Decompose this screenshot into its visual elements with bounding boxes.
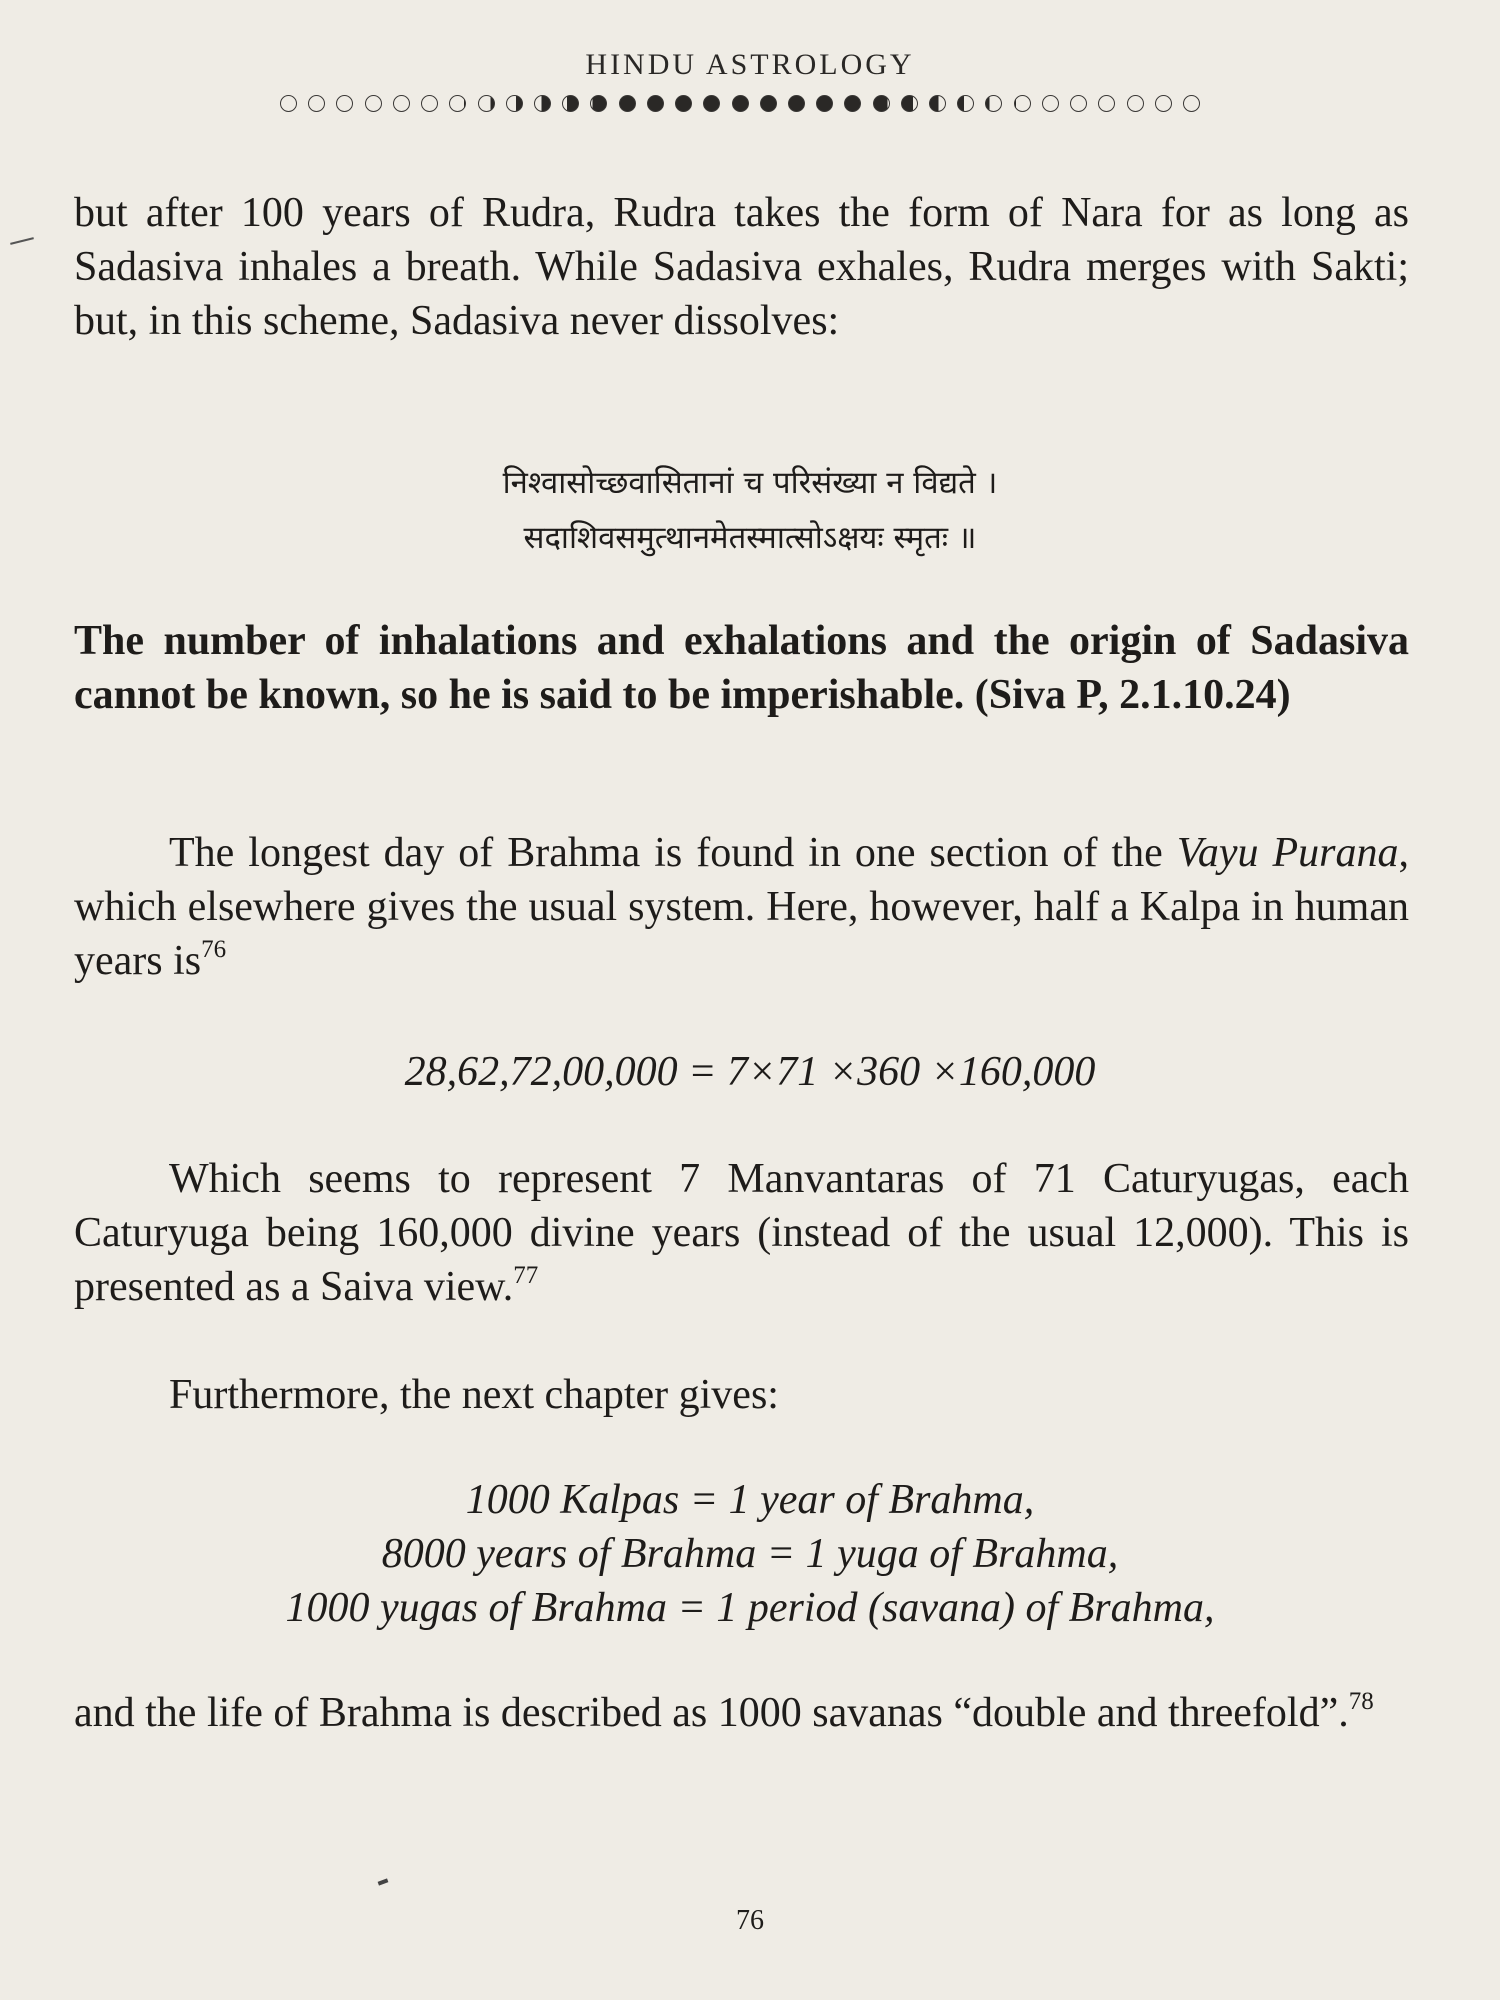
ornament-dot <box>1070 95 1087 112</box>
ornament-dot <box>308 95 325 112</box>
ornament-dot <box>365 95 382 112</box>
ornament-dot <box>675 95 692 112</box>
ornament-dot <box>590 95 607 112</box>
ornament-dot <box>929 95 946 112</box>
ornament-dot <box>280 95 297 112</box>
ornament-dot <box>901 95 918 112</box>
paragraph-longest-day <box>74 826 1409 988</box>
ornament-dot <box>844 95 861 112</box>
paragraph-longest-day-start: The longest day of Brahma is found in one section of the <box>169 830 1177 876</box>
ornament-dot <box>985 95 1002 112</box>
ornament-dot <box>1042 95 1059 112</box>
ornament-dot <box>619 95 636 112</box>
ornament-dot <box>421 95 438 112</box>
ornament-dot <box>1098 95 1115 112</box>
ornament-dot <box>562 95 579 112</box>
kalpa-formula: 28,62,72,00,000 = 7×71 ×360 ×160,000 <box>404 1049 1096 1095</box>
stray-ink-mark <box>378 1878 389 1885</box>
ornament-dot <box>393 95 410 112</box>
ornament-dot <box>1155 95 1172 112</box>
paragraph-intro: but after 100 years of Rudra, Rudra takes the form of Nara for as long as Sadasiva inhales a breath. While Sadasiva exhales, Rudra merges with Sakti; but, in this scheme, Sadasiva never dissolves: <box>74 190 1409 344</box>
ornament-dot <box>788 95 805 112</box>
ornament-dot <box>336 95 353 112</box>
equation-kalpas: 1000 Kalpas = 1 year of Brahma, <box>465 1477 1035 1523</box>
sanskrit-verse-line-2: सदाशिवसमुत्थानमेतस्मात्सोऽक्षयः स्मृतः ॥ <box>523 520 977 556</box>
ornament-dot <box>703 95 720 112</box>
ornament-dot <box>732 95 749 112</box>
ornament-dot <box>1183 95 1200 112</box>
work-title-vayu-purana: Vayu Purana <box>1176 830 1399 876</box>
margin-mark <box>10 237 34 245</box>
footnote-ref-76: 76 <box>201 936 227 963</box>
ornament-dot <box>506 95 523 112</box>
ornamental-dot-row <box>280 90 1200 116</box>
paragraph-life-of-brahma <box>74 1686 1409 1740</box>
equation-yugas: 1000 yugas of Brahma = 1 period (savana) of Brahma, <box>285 1585 1215 1631</box>
ornament-dot <box>449 95 466 112</box>
ornament-dot <box>760 95 777 112</box>
page-number: 76 <box>736 1905 764 1936</box>
ornament-dot <box>647 95 664 112</box>
ornament-dot <box>1014 95 1031 112</box>
paragraph-life-of-brahma-text: and the life of Brahma is described as 1000 savanas “double and threefold”. <box>74 1690 1349 1736</box>
running-title: HINDU ASTROLOGY <box>585 48 915 81</box>
ornament-dot <box>957 95 974 112</box>
ornament-dot <box>816 95 833 112</box>
paragraph-manvantaras <box>74 1152 1409 1314</box>
paragraph-next-chapter: Furthermore, the next chapter gives: <box>169 1372 779 1418</box>
verse-translation: The number of inhalations and exhalations and the origin of Sadasiva cannot be known, so he is said to be imperishable. (Siva P, 2.1.10.24) <box>74 618 1409 718</box>
paragraph-manvantaras-text: Which seems to represent 7 Manvantaras of 71 Caturyugas, each Caturyuga being 160,000 divine years (instead of the usual 12,000). This is presented as a Saiva view. <box>74 1156 1409 1310</box>
equation-years: 8000 years of Brahma = 1 yuga of Brahma, <box>381 1531 1119 1577</box>
paragraph-longest-day-end: , which elsewhere gives the usual system. Here, however, half a Kalpa in human years is <box>74 830 1409 984</box>
ornament-dot <box>873 95 890 112</box>
ornament-dot <box>534 95 551 112</box>
ornament-dot <box>1127 95 1144 112</box>
footnote-ref-77: 77 <box>513 1262 539 1289</box>
sanskrit-verse-line-1: निश्वासोच्छवासितानां च परिसंख्या न विद्यते । <box>502 465 998 501</box>
footnote-ref-78: 78 <box>1348 1688 1374 1715</box>
ornament-dot <box>478 95 495 112</box>
